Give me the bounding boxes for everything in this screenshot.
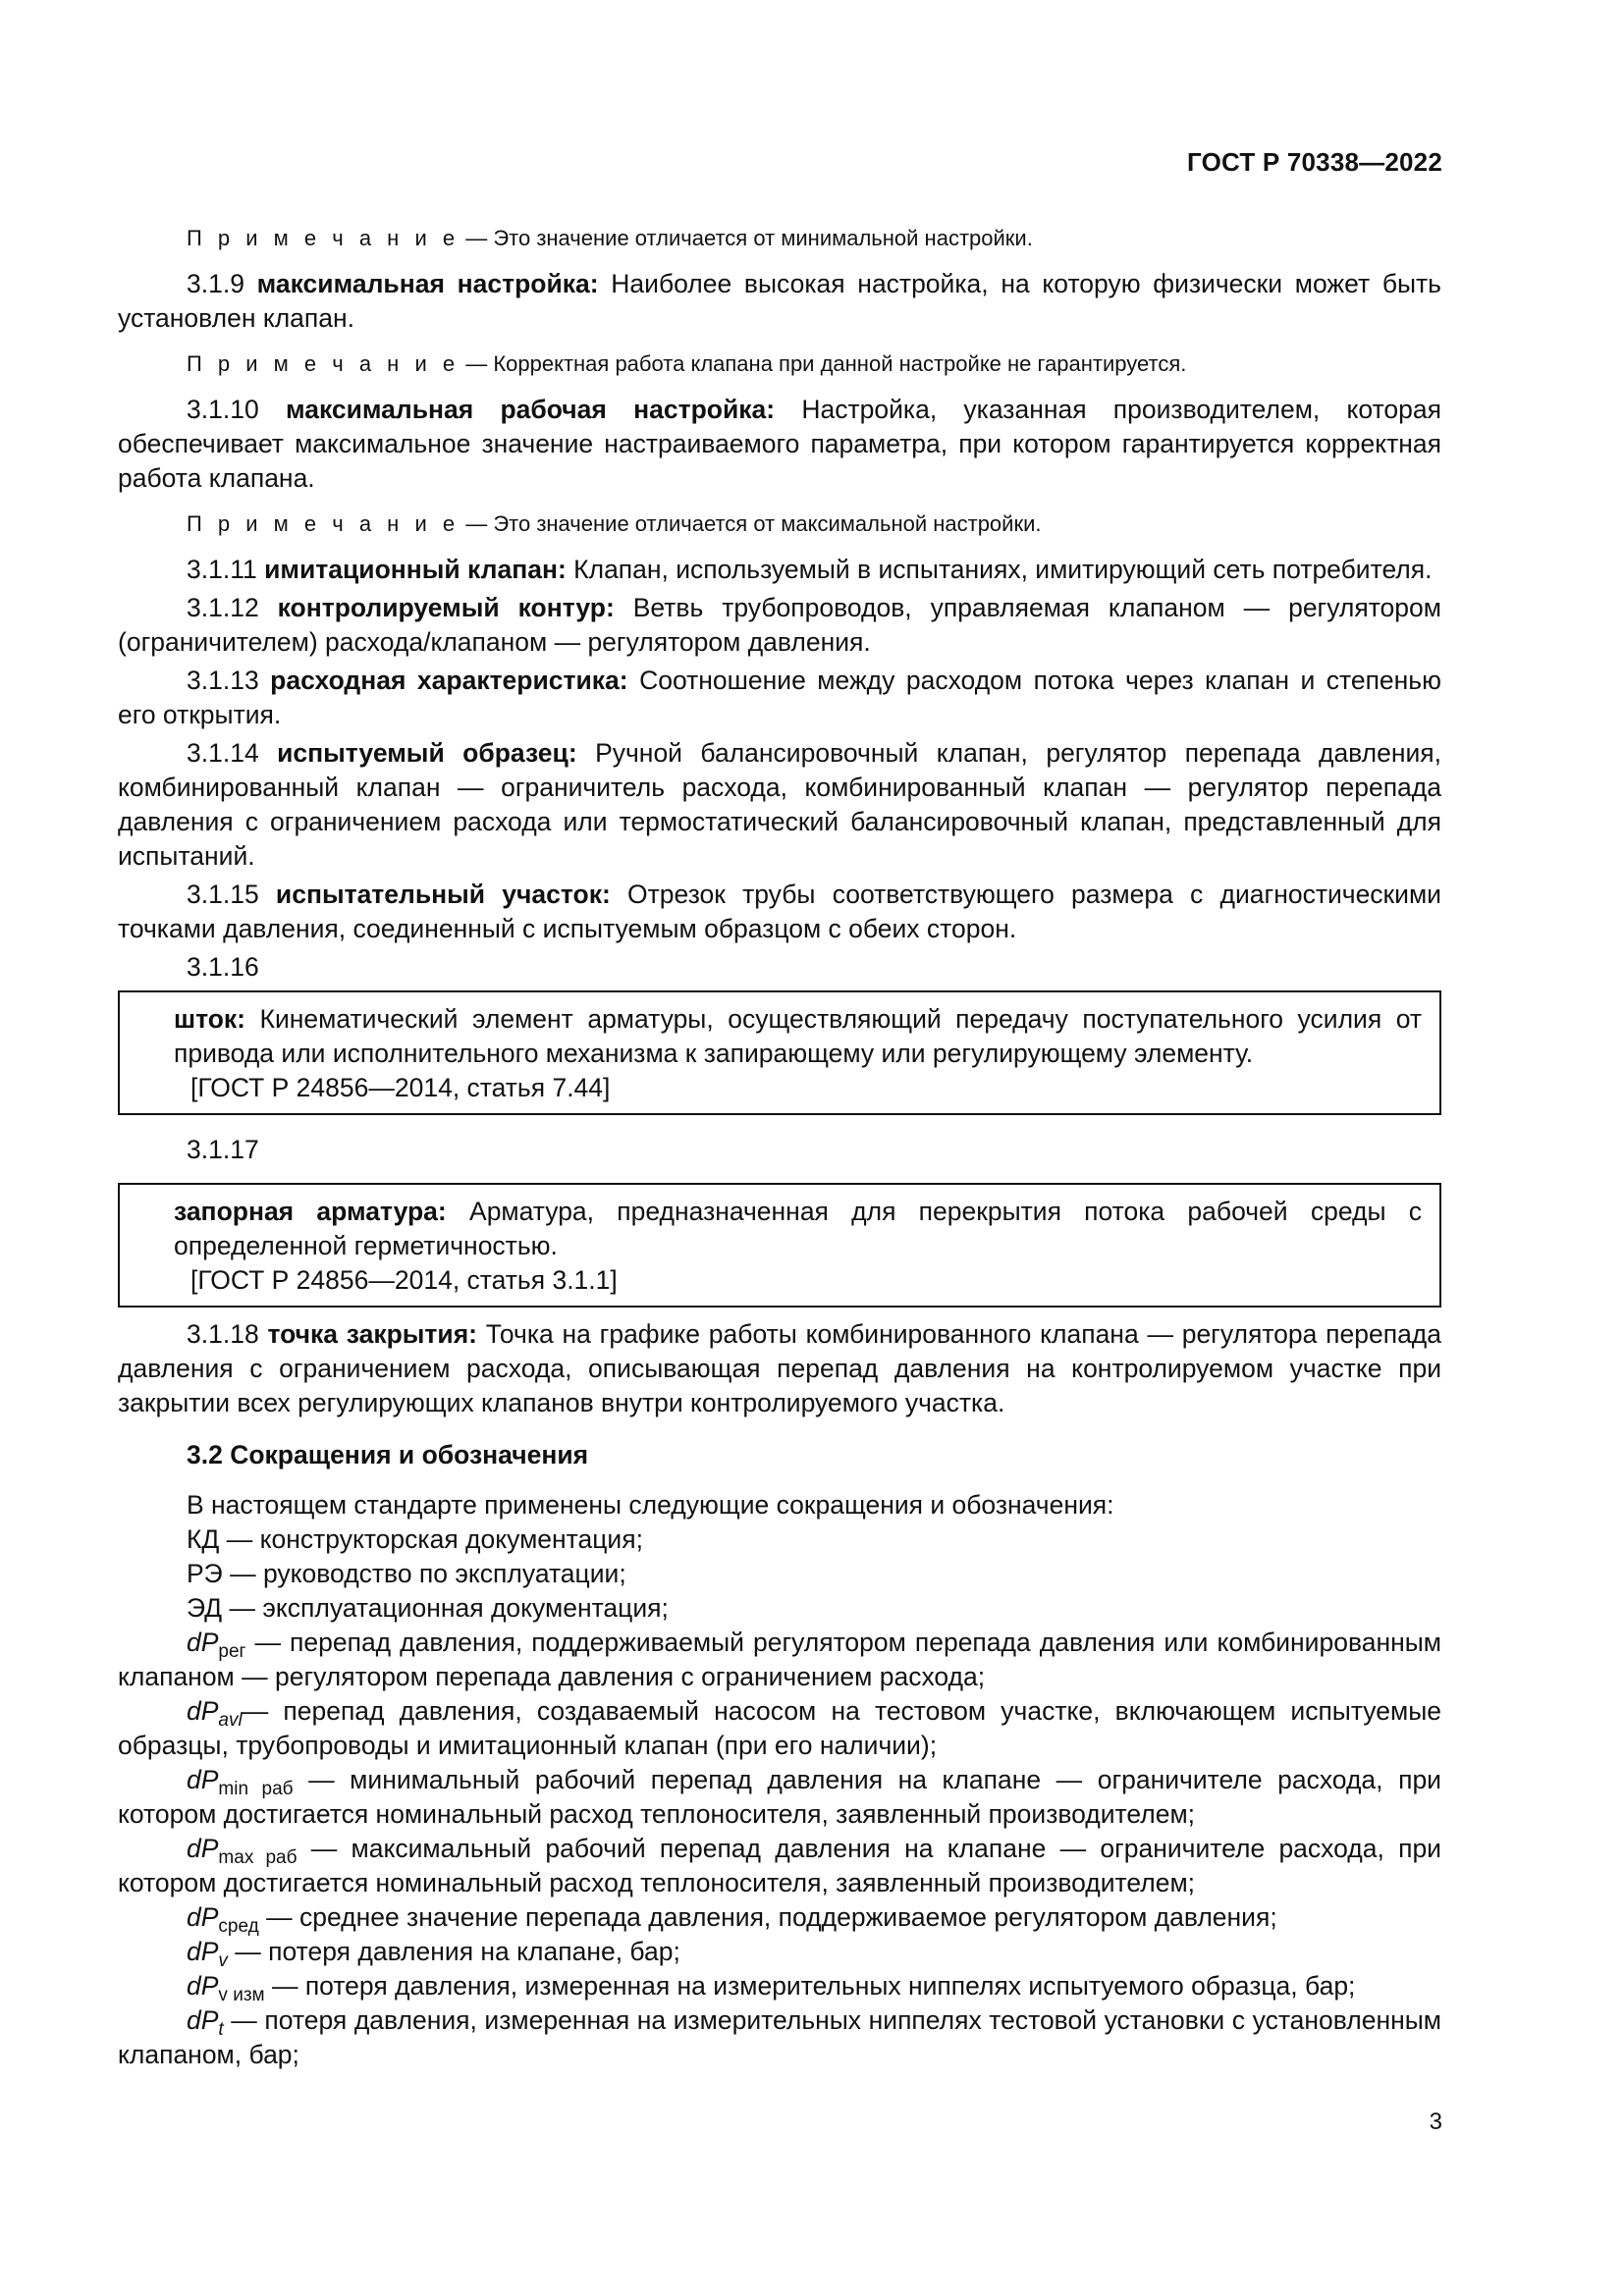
term-3-1-16-definition: шток: Кинематический элемент арматуры, осуществляющий передачу поступательного усилия от привода или исполнительного механизма к запирающему или регулирующему элементу.: [174, 1004, 1422, 1068]
symbol-dp-t: $dP_t$ — потеря давления, измеренная на измерительных ниппелях тестовой установки с установленным клапаном, бар;: [118, 2005, 1441, 2069]
term-3-1-17-box: [118, 1183, 1441, 1308]
term-3-1-14: 3.1.14 испытуемый образец: Ручной балансировочный клапан, регулятор перепада давления, комбинированный клапан — ограничитель расхода, комбинированный клапан — регулятор перепада давления с ограничением расхода или термостатический балансировочный клапан, представленный для испытаний.: [118, 738, 1441, 871]
term-3-1-16-source: [ГОСТ Р 24856—2014, статья 7.44]: [190, 1073, 611, 1102]
section-heading: 3.2 Сокращения и обозначения: [187, 1440, 589, 1469]
term-3-1-13: 3.1.13 расходная характеристика: Соотношение между расходом потока через клапан и степенью его открытия.: [118, 666, 1441, 729]
term-3-1-18: 3.1.18 точка закрытия: Точка на графике работы комбинированного клапана — регулятора перепада давления с ограничением расхода, описывающая перепад давления на контролируемом участке при закрытии всех регулирующих клапанов внутри контролируемого участка.: [118, 1319, 1442, 1417]
symbol-dp-v: $dP_v$ — потеря давления на клапане, бар;: [187, 1937, 680, 1971]
note-1: П р и м е ч а н и е — Это значение отличается от минимальной настройки.: [187, 226, 1033, 250]
term-3-1-10: 3.1.10 максимальная рабочая настройка: Настройка, указанная производителем, которая обеспечивает максимальное значение настраиваемого параметра, при котором гарантируется корректная работа клапана.: [118, 395, 1441, 493]
symbol-dp-min: $dP_{min раб}$ — минимальный рабочий перепад давления на клапане — ограничителе расхода, при котором достигается номинальный расход теплоносителя, заявленный производителем;: [118, 1765, 1441, 1829]
term-3-1-17-number: 3.1.17: [187, 1135, 259, 1164]
symbol-dp-v-izm: $dP_{v изм}$ — потеря давления, измеренная на измерительных ниппелях испытуемого образца, бар;: [187, 1971, 1356, 2005]
symbol-dp-reg: $dP_{рег}$ — перепад давления, поддерживаемый регулятором перепада давления или комбинированным клапаном — регулятором перепада давления с ограничением расхода;: [118, 1628, 1441, 1691]
document-header: ГОСТ Р 70338—2022: [1187, 147, 1442, 177]
abbr-kd: КД — конструкторская документация;: [187, 1524, 643, 1554]
page-number: 3: [1429, 2109, 1442, 2135]
term-3-1-17-definition: запорная арматура: Арматура, предназначенная для перекрытия потока рабочей среды с определенной герметичностью.: [174, 1197, 1422, 1260]
term-3-1-9: 3.1.9 максимальная настройка: Наиболее высокая настройка, на которую физически может быть установлен клапан.: [118, 269, 1441, 333]
symbol-dp-max: $dP_{max раб}$ — максимальный рабочий перепад давления на клапане — ограничителе расхода, при котором достигается номинальный расход теплоносителя, заявленный производителем;: [118, 1834, 1441, 1897]
term-3-1-17-source: [ГОСТ Р 24856—2014, статья 3.1.1]: [190, 1265, 618, 1295]
term-3-1-16-box: [118, 990, 1441, 1115]
note-3: П р и м е ч а н и е — Это значение отличается от максимальной настройки.: [187, 511, 1042, 536]
term-3-1-16-number: 3.1.16: [187, 952, 259, 982]
term-3-1-11: 3.1.11 имитационный клапан: Клапан, используемый в испытаниях, имитирующий сеть потребителя.: [187, 555, 1433, 584]
symbol-dp-avl: $dP_{avl}—$ перепад давления, создаваемый насосом на тестовом участке, включающем испытуемые образцы, трубопроводы и имитационный клапан (при его наличии);: [118, 1696, 1441, 1760]
document-body: [118, 224, 1441, 2072]
note-2: П р и м е ч а н и е — Корректная работа клапана при данной настройке не гарантируется.: [187, 351, 1187, 376]
note-label: П р и м е ч а н и е: [187, 226, 460, 250]
term-3-1-12: 3.1.12 контролируемый контур: Ветвь трубопроводов, управляемая клапаном — регулятором (ограничителем) расхода/клапаном — регулятором давления.: [118, 593, 1441, 657]
section-intro: В настоящем стандарте применены следующие сокращения и обозначения:: [187, 1490, 1114, 1520]
abbr-ed: ЭД — эксплуатационная документация;: [187, 1593, 669, 1623]
abbr-re: РЭ — руководство по эксплуатации;: [187, 1559, 626, 1588]
symbol-dp-sred: $dP_{сред}$ — среднее значение перепада давления, поддерживаемое регулятором давления;: [187, 1902, 1277, 1937]
term-3-1-15: 3.1.15 испытательный участок: Отрезок трубы соответствующего размера с диагностическими точками давления, соединенный с испытуемым образцом с обеих сторон.: [118, 880, 1441, 943]
